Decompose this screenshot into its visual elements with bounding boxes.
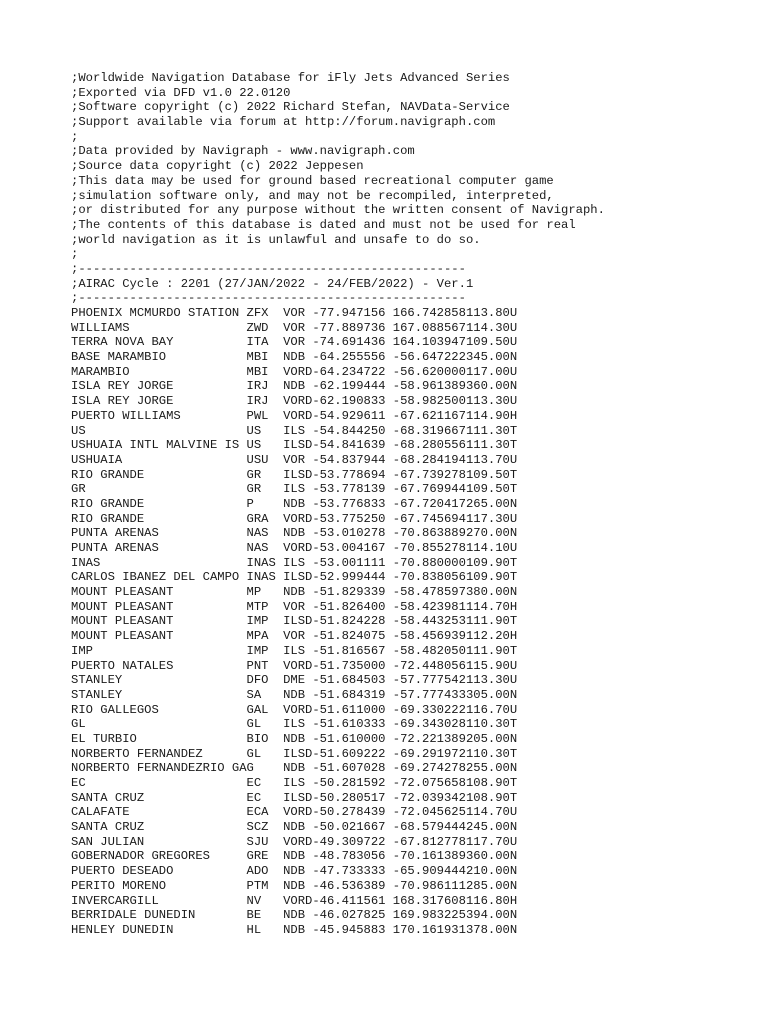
- document-line: GL GL ILS -51.610333 -69.343028110.30T: [71, 717, 518, 732]
- document-line: ISLA REY JORGE IRJ VORD-62.190833 -58.982500113.30U: [71, 394, 518, 409]
- document-line: USHUAIA USU VOR -54.837944 -68.284194113.70U: [71, 452, 518, 467]
- document-line: ;Worldwide Navigation Database for iFly Jets Advanced Series: [71, 71, 510, 85]
- document-line: ;-----------------------------------------------------: [71, 291, 466, 306]
- document-line: MOUNT PLEASANT MP NDB -51.829339 -58.478597380.00N: [71, 585, 518, 600]
- document-line: RIO GRANDE P NDB -53.776833 -67.720417265.00N: [71, 496, 518, 511]
- document-line: ;Exported via DFD v1.0 22.0120: [71, 85, 291, 100]
- document-line: ;Software copyright (c) 2022 Richard Stefan, NAVData-Service: [71, 100, 510, 115]
- document-line: NORBERTO FERNANDEZRIO GAG NDB -51.607028 -69.274278255.00N: [71, 761, 518, 776]
- document-line: ;: [71, 247, 79, 262]
- document-line: ;The contents of this database is dated and must not be used for real: [71, 217, 576, 232]
- document-line: ;or distributed for any purpose without the written consent of Navigraph.: [71, 203, 605, 218]
- document-line: PUERTO NATALES PNT VORD-51.735000 -72.448056115.90U: [71, 658, 518, 673]
- document-line: GR GR ILS -53.778139 -67.769944109.50T: [71, 482, 518, 497]
- document-line: ;This data may be used for ground based recreational computer game: [71, 173, 554, 188]
- document-line: ;Source data copyright (c) 2022 Jeppesen: [71, 159, 364, 174]
- document-line: PUERTO DESEADO ADO NDB -47.733333 -65.909444210.00N: [71, 864, 518, 879]
- document-line: US US ILS -54.844250 -68.319667111.30T: [71, 423, 518, 438]
- document-line: NORBERTO FERNANDEZ GL ILSD-51.609222 -69.291972110.30T: [71, 746, 518, 761]
- document-line: USHUAIA INTL MALVINE IS US ILSD-54.841639 -68.280556111.30T: [71, 438, 518, 453]
- navdata-document: [71, 71, 605, 938]
- document-line: BERRIDALE DUNEDIN BE NDB -46.027825 169.983225394.00N: [71, 908, 518, 923]
- document-line: STANLEY DFO DME -51.684503 -57.777542113.30U: [71, 673, 518, 688]
- document-line: ;simulation software only, and may not be recompiled, interpreted,: [71, 188, 554, 203]
- document-line: MARAMBIO MBI VORD-64.234722 -56.620000117.00U: [71, 364, 518, 379]
- document-line: TERRA NOVA BAY ITA VOR -74.691436 164.103947109.50U: [71, 335, 518, 350]
- document-line: SANTA CRUZ EC ILSD-50.280517 -72.039342108.90T: [71, 790, 518, 805]
- document-line: BASE MARAMBIO MBI NDB -64.255556 -56.647222345.00N: [71, 350, 518, 365]
- document-line: ;-----------------------------------------------------: [71, 261, 466, 276]
- document-line: CALAFATE ECA VORD-50.278439 -72.045625114.70U: [71, 805, 518, 820]
- document-line: PUERTO WILLIAMS PWL VORD-54.929611 -67.621167114.90H: [71, 408, 518, 423]
- document-line: PHOENIX MCMURDO STATION ZFX VOR -77.947156 166.742858113.80U: [71, 306, 518, 320]
- document-line: ;Data provided by Navigraph - www.navigraph.com: [71, 144, 415, 159]
- document-line: PERITO MORENO PTM NDB -46.536389 -70.986111285.00N: [71, 878, 518, 893]
- document-line: ;AIRAC Cycle : 2201 (27/JAN/2022 - 24/FEB/2022) - Ver.1: [71, 276, 474, 291]
- document-line: RIO GRANDE GR ILSD-53.778694 -67.739278109.50T: [71, 467, 518, 482]
- document-line: ISLA REY JORGE IRJ NDB -62.199444 -58.961389360.00N: [71, 379, 518, 394]
- document-line: WILLIAMS ZWD VOR -77.889736 167.088567114.30U: [71, 320, 518, 335]
- document-line: MOUNT PLEASANT MPA VOR -51.824075 -58.456939112.20H: [71, 629, 518, 644]
- document-line: CARLOS IBANEZ DEL CAMPO INAS ILSD-52.999444 -70.838056109.90T: [71, 570, 518, 585]
- document-line: IMP IMP ILS -51.816567 -58.482050111.90T: [71, 643, 518, 658]
- document-line: EL TURBIO BIO NDB -51.610000 -72.221389205.00N: [71, 731, 518, 746]
- document-line: ;: [71, 129, 79, 144]
- document-line: EC EC ILS -50.281592 -72.075658108.90T: [71, 776, 518, 790]
- document-line: RIO GALLEGOS GAL VORD-51.611000 -69.330222116.70U: [71, 702, 518, 717]
- document-line: SANTA CRUZ SCZ NDB -50.021667 -68.579444245.00N: [71, 820, 518, 835]
- document-line: MOUNT PLEASANT IMP ILSD-51.824228 -58.443253111.90T: [71, 614, 518, 629]
- document-line: PUNTA ARENAS NAS NDB -53.010278 -70.863889270.00N: [71, 526, 518, 541]
- document-line: STANLEY SA NDB -51.684319 -57.777433305.00N: [71, 687, 518, 702]
- document-line: PUNTA ARENAS NAS VORD-53.004167 -70.855278114.10U: [71, 541, 518, 555]
- document-line: SAN JULIAN SJU VORD-49.309722 -67.812778117.70U: [71, 834, 518, 849]
- document-line: ;Support available via forum at http://forum.navigraph.com: [71, 115, 496, 130]
- document-line: GOBERNADOR GREGORES GRE NDB -48.783056 -70.161389360.00N: [71, 849, 518, 864]
- document-line: MOUNT PLEASANT MTP VOR -51.826400 -58.423981114.70H: [71, 599, 518, 614]
- document-line: INVERCARGILL NV VORD-46.411561 168.317608116.80H: [71, 893, 518, 908]
- document-line: HENLEY DUNEDIN HL NDB -45.945883 170.161931378.00N: [71, 922, 518, 937]
- document-line: RIO GRANDE GRA VORD-53.775250 -67.745694117.30U: [71, 511, 518, 526]
- document-line: INAS INAS ILS -53.001111 -70.880000109.90T: [71, 555, 518, 570]
- document-line: ;world navigation as it is unlawful and unsafe to do so.: [71, 232, 481, 247]
